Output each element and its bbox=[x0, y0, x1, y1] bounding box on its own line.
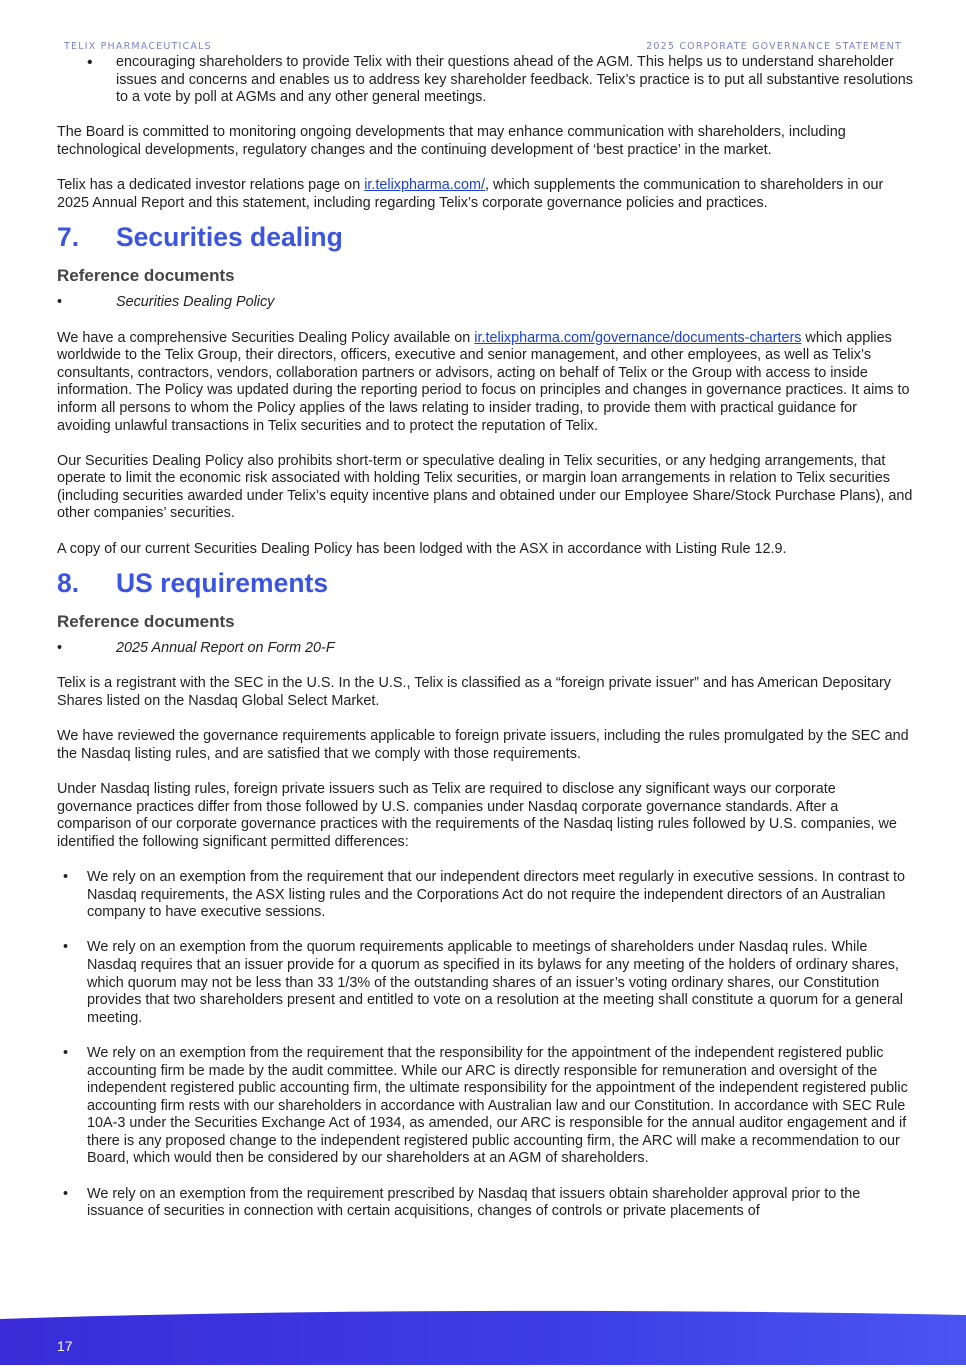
prohibited-dealing-paragraph: Our Securities Dealing Policy also prohibits short-term or speculative dealing in Telix securities, or any hedging arrangements, that operate to limit the economic risk associated with holding Telix securities, or margin loan arrangements in relation to Telix securities (including securities awarded under Telix’s equity incentive plans and obtained under our Employee Share/Stock Purchase Plans), and other companies’ securities. bbox=[57, 452, 913, 522]
list-item bbox=[57, 869, 913, 922]
section-7-ref-item bbox=[57, 294, 913, 312]
sec-registrant-paragraph: Telix is a registrant with the SEC in the U.S. In the U.S., Telix is classified as a “foreign private issuer” and has American Depositary Shares listed on the Nasdaq Global Select Market. bbox=[57, 675, 891, 710]
list-item bbox=[57, 1186, 913, 1221]
governance-documents-link[interactable]: ir.telixpharma.com/governance/documents-charters bbox=[474, 329, 802, 346]
footer-band bbox=[0, 1305, 966, 1365]
section-8-title: US requirements bbox=[116, 568, 329, 599]
section-8-ref-item bbox=[57, 640, 913, 658]
policy-text-before: We have a comprehensive Securities Dealing Policy available on bbox=[57, 329, 475, 346]
securities-policy-paragraph bbox=[57, 330, 913, 436]
ir-link[interactable]: ir.telixpharma.com/ bbox=[364, 177, 485, 194]
bullet-marker: • bbox=[63, 868, 69, 885]
section-8-ref-heading: Reference documents bbox=[57, 612, 235, 632]
page-content bbox=[57, 54, 913, 1238]
section-8-heading bbox=[57, 566, 913, 600]
list-item bbox=[57, 1045, 913, 1168]
ir-text-before: Telix has a dedicated investor relations page on bbox=[57, 177, 365, 194]
bullet-marker: • bbox=[87, 54, 93, 71]
section-7-title: Securities dealing bbox=[116, 222, 343, 253]
asx-lodgement-paragraph: A copy of our current Securities Dealing Policy has been lodged with the ASX in accordance with Listing Rule 12.9. bbox=[57, 540, 787, 557]
section-7-ref-heading: Reference documents bbox=[57, 266, 235, 286]
list-item-text: We rely on an exemption from the requirement prescribed by Nasdaq that issuers obtain shareholder approval prior to the issuance of securities in connection with certain acquisitions, changes of controls or private placements of bbox=[87, 1185, 861, 1220]
bullet-marker: • bbox=[57, 640, 63, 657]
running-header bbox=[64, 41, 902, 52]
intro-bullet-item bbox=[57, 54, 913, 107]
governance-review-paragraph: We have reviewed the governance requirements applicable to foreign private issuers, including the rules promulgated by the SEC and the Nasdaq listing rules, and are satisfied that we comply with those requirements. bbox=[57, 728, 909, 762]
section-7-number: 7. bbox=[57, 222, 80, 253]
investor-relations-paragraph bbox=[57, 177, 913, 212]
header-document-title: 2025 CORPORATE GOVERNANCE STATEMENT bbox=[646, 41, 902, 52]
bullet-marker: • bbox=[57, 294, 63, 311]
board-commitment-paragraph: The Board is committed to monitoring ongoing developments that may enhance communication with shareholders, including technological developments, regulatory changes and the continuing development of ‘best practice’ in the market. bbox=[57, 124, 846, 158]
section-7-ref-text: Securities Dealing Policy bbox=[116, 294, 275, 311]
section-8-number: 8. bbox=[57, 568, 80, 599]
page-number: 17 bbox=[57, 1338, 73, 1354]
list-item-text: We rely on an exemption from the requirement that the responsibility for the appointment of the independent registered public accounting firm be made by the audit committee. While our ARC is directly responsible for remuneration and oversight of the independent registered public accounting firm, the ultimate responsibility for the appointment of the independent registered public accounting firm rests with our shareholders in accordance with Australian law and our Constitution. In accordance with SEC Rule 10A-3 under the Securities Exchange Act of 1934, as amended, our ARC is responsible for the annual auditor engagement and if there is any proposed change to the independent registered public accounting firm, the ARC will make a recommendation to our Board, which would then be considered by our shareholders at an AGM of shareholders. bbox=[87, 1044, 908, 1167]
list-item-text: We rely on an exemption from the requirement that our independent directors meet regularly in executive sessions. In contrast to Nasdaq requirements, the ASX listing rules and the Corporations Act do not require the independent directors of an Australian company to have executive sessions. bbox=[87, 868, 906, 921]
exemptions-list bbox=[57, 869, 913, 1221]
bullet-marker: • bbox=[63, 1185, 69, 1202]
list-item-text: We rely on an exemption from the quorum requirements applicable to meetings of shareholders under Nasdaq rules. While Nasdaq requires that an issuer provide for a quorum as specified in its bylaws for any meeting of the holders of ordinary shares, which quorum may not be less than 33 1/3% of the outstanding shares of an issuer’s voting ordinary shares, our Constitution provides that two shareholders present and entitled to vote on a resolution at the meeting shall constitute a quorum for a general meeting. bbox=[87, 939, 903, 1026]
intro-bullet-text: encouraging shareholders to provide Telix with their questions ahead of the AGM. This helps us to understand shareholder issues and concerns and enables us to address key shareholder feedback. Telix’s practice is to put all substantive resolutions to a vote by poll at AGMs and any other general meetings. bbox=[116, 54, 914, 106]
section-8-ref-text: 2025 Annual Report on Form 20-F bbox=[116, 640, 335, 657]
policy-text-after: which applies worldwide to the Telix Group, their directors, officers, executive and senior management, and other employees, as well as Telix’s consultants, contractors, vendors, collaboration partners or advisors, acting on behalf of Telix or the Group with access to inside information. The Policy was updated during the reporting period to focus on principles and changes in governance practices. It aims to inform all persons to whom the Policy applies of the laws relating to insider trading, to provide them with practical guidance for avoiding unlawful transactions in Telix securities and to protect the reputation of Telix. bbox=[57, 329, 910, 434]
section-7-heading bbox=[57, 220, 913, 254]
header-company: TELIX PHARMACEUTICALS bbox=[64, 41, 212, 52]
bullet-marker: • bbox=[63, 1044, 69, 1061]
footer-wave-graphic bbox=[0, 1305, 966, 1365]
list-item bbox=[57, 939, 913, 1027]
ir-text-after: , which supplements the communication to shareholders in our 2025 Annual Report and this statement, including regarding Telix’s corporate governance policies and practices. bbox=[57, 177, 884, 211]
bullet-marker: • bbox=[63, 939, 69, 956]
nasdaq-differences-paragraph: Under Nasdaq listing rules, foreign private issuers such as Telix are required to disclose any significant ways our corporate governance practices differ from those followed by U.S. companies under Nasdaq corporate governance standards. After a comparison of our corporate governance practices with the requirements of the Nasdaq listing rules followed by U.S. companies, we identified the following significant permitted differences: bbox=[57, 781, 897, 850]
